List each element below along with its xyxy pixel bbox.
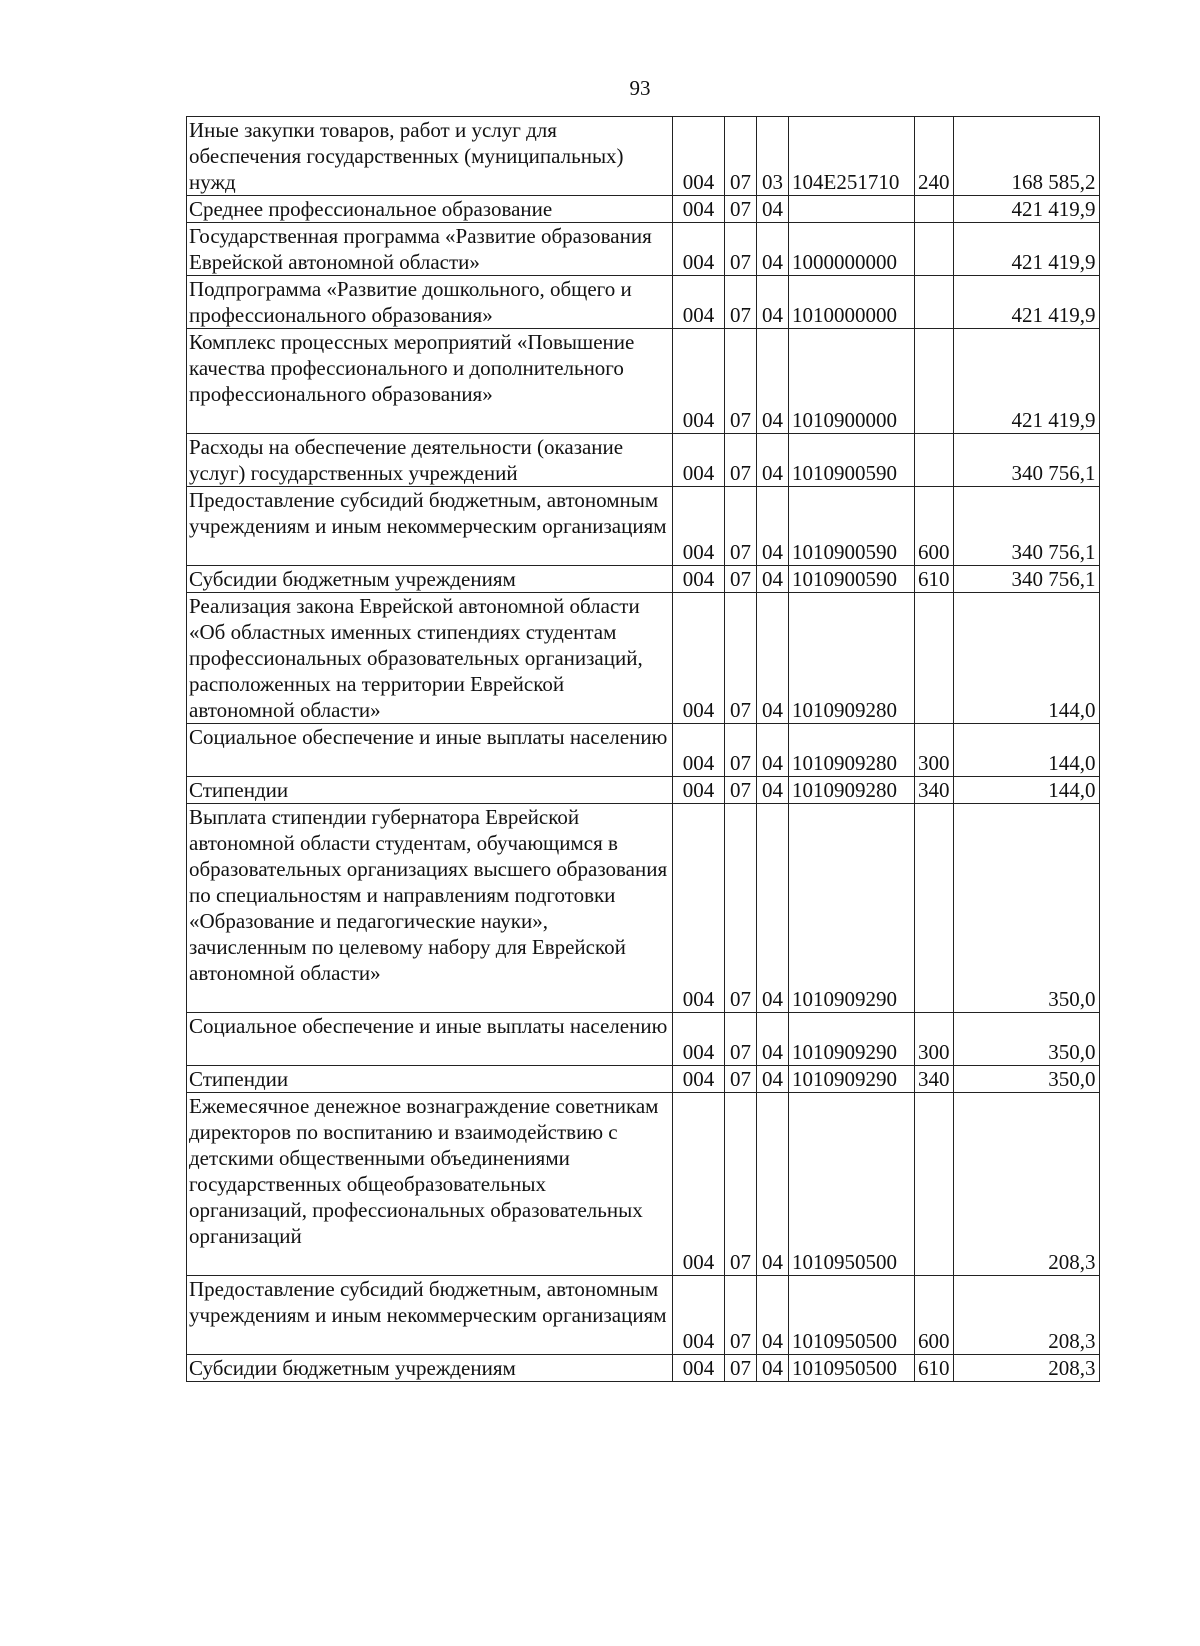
row-target-article: 1010909290 — [789, 1013, 915, 1066]
row-admin-code: 004 — [673, 593, 725, 724]
row-subsection-code: 04 — [757, 434, 789, 487]
row-target-article: 1010900590 — [789, 566, 915, 593]
row-amount: 350,0 — [953, 1066, 1099, 1093]
row-name: Предоставление субсидий бюджетным, автономным учреждениям и иным некоммерческим организациям — [187, 1276, 673, 1355]
row-section-code: 07 — [725, 593, 757, 724]
row-amount: 340 756,1 — [953, 434, 1099, 487]
row-admin-code: 004 — [673, 1013, 725, 1066]
row-expense-type: 300 — [915, 1013, 954, 1066]
row-name: Среднее профессиональное образование — [187, 196, 673, 223]
row-name: Социальное обеспечение и иные выплаты населению — [187, 1013, 673, 1066]
row-subsection-code: 04 — [757, 487, 789, 566]
row-name: Государственная программа «Развитие образования Еврейской автономной области» — [187, 223, 673, 276]
row-target-article: 1000000000 — [789, 223, 915, 276]
row-subsection-code: 04 — [757, 276, 789, 329]
row-admin-code: 004 — [673, 223, 725, 276]
row-target-article: 104Е251710 — [789, 117, 915, 196]
row-section-code: 07 — [725, 1093, 757, 1276]
row-section-code: 07 — [725, 196, 757, 223]
row-target-article: 1010900000 — [789, 329, 915, 434]
row-subsection-code: 04 — [757, 804, 789, 1013]
row-name: Реализация закона Еврейской автономной области «Об областных именных стипендиях студентам профессиональных образовательных организаций, расположенных на территории Еврейской автономной области» — [187, 593, 673, 724]
table-row — [187, 117, 1100, 196]
table-row — [187, 196, 1100, 223]
row-name: Субсидии бюджетным учреждениям — [187, 566, 673, 593]
row-section-code: 07 — [725, 566, 757, 593]
row-section-code: 07 — [725, 777, 757, 804]
row-admin-code: 004 — [673, 117, 725, 196]
row-expense-type — [915, 1093, 954, 1276]
table-row — [187, 329, 1100, 434]
row-admin-code: 004 — [673, 777, 725, 804]
row-target-article: 1010900590 — [789, 434, 915, 487]
row-target-article: 1010909290 — [789, 804, 915, 1013]
table-row — [187, 1066, 1100, 1093]
row-subsection-code: 04 — [757, 777, 789, 804]
row-subsection-code: 04 — [757, 1093, 789, 1276]
table-row — [187, 434, 1100, 487]
row-name: Стипендии — [187, 1066, 673, 1093]
row-amount: 421 419,9 — [953, 276, 1099, 329]
row-name: Подпрограмма «Развитие дошкольного, общего и профессионального образования» — [187, 276, 673, 329]
row-target-article: 1010909280 — [789, 593, 915, 724]
row-expense-type — [915, 276, 954, 329]
row-target-article: 1010909280 — [789, 724, 915, 777]
row-section-code: 07 — [725, 804, 757, 1013]
row-section-code: 07 — [725, 223, 757, 276]
row-amount: 144,0 — [953, 777, 1099, 804]
row-subsection-code: 04 — [757, 1276, 789, 1355]
row-amount: 168 585,2 — [953, 117, 1099, 196]
row-target-article: 1010909290 — [789, 1066, 915, 1093]
table-row — [187, 777, 1100, 804]
row-subsection-code: 04 — [757, 196, 789, 223]
row-subsection-code: 04 — [757, 1066, 789, 1093]
row-admin-code: 004 — [673, 1066, 725, 1093]
row-expense-type: 600 — [915, 1276, 954, 1355]
row-amount: 350,0 — [953, 1013, 1099, 1066]
row-target-article: 1010900590 — [789, 487, 915, 566]
row-name: Субсидии бюджетным учреждениям — [187, 1355, 673, 1382]
row-admin-code: 004 — [673, 1093, 725, 1276]
row-admin-code: 004 — [673, 804, 725, 1013]
row-expense-type: 600 — [915, 487, 954, 566]
row-admin-code: 004 — [673, 1276, 725, 1355]
row-expense-type: 340 — [915, 1066, 954, 1093]
row-admin-code: 004 — [673, 487, 725, 566]
row-admin-code: 004 — [673, 1355, 725, 1382]
row-amount: 208,3 — [953, 1355, 1099, 1382]
row-expense-type — [915, 593, 954, 724]
row-amount: 421 419,9 — [953, 196, 1099, 223]
row-expense-type: 340 — [915, 777, 954, 804]
page-number: 93 — [629, 76, 651, 100]
table-row — [187, 276, 1100, 329]
row-subsection-code: 04 — [757, 593, 789, 724]
row-name: Социальное обеспечение и иные выплаты населению — [187, 724, 673, 777]
row-section-code: 07 — [725, 276, 757, 329]
row-name: Предоставление субсидий бюджетным, автономным учреждениям и иным некоммерческим организациям — [187, 487, 673, 566]
row-amount: 340 756,1 — [953, 566, 1099, 593]
table-row — [187, 593, 1100, 724]
row-target-article — [789, 196, 915, 223]
row-name: Расходы на обеспечение деятельности (оказание услуг) государственных учреждений — [187, 434, 673, 487]
row-amount: 421 419,9 — [953, 223, 1099, 276]
row-amount: 340 756,1 — [953, 487, 1099, 566]
table-row — [187, 1355, 1100, 1382]
budget-table — [186, 116, 1100, 1382]
row-amount: 421 419,9 — [953, 329, 1099, 434]
row-section-code: 07 — [725, 487, 757, 566]
row-expense-type — [915, 223, 954, 276]
table-row — [187, 724, 1100, 777]
row-amount: 144,0 — [953, 593, 1099, 724]
table-row — [187, 566, 1100, 593]
row-expense-type: 240 — [915, 117, 954, 196]
row-name: Выплата стипендии губернатора Еврейской автономной области студентам, обучающимся в образовательных организациях высшего образования по специальностям и направлениям подготовки «Образование и педагогические науки», зачисленным по целевому набору для Еврейской автономной области» — [187, 804, 673, 1013]
row-section-code: 07 — [725, 117, 757, 196]
row-admin-code: 004 — [673, 724, 725, 777]
row-admin-code: 004 — [673, 329, 725, 434]
table-row — [187, 804, 1100, 1013]
row-admin-code: 004 — [673, 566, 725, 593]
row-amount: 350,0 — [953, 804, 1099, 1013]
row-expense-type — [915, 434, 954, 487]
row-expense-type — [915, 196, 954, 223]
row-expense-type: 300 — [915, 724, 954, 777]
row-expense-type: 610 — [915, 566, 954, 593]
row-name: Комплекс процессных мероприятий «Повышение качества профессионального и дополнительного профессионального образования» — [187, 329, 673, 434]
row-subsection-code: 04 — [757, 1013, 789, 1066]
row-section-code: 07 — [725, 1013, 757, 1066]
row-amount: 208,3 — [953, 1093, 1099, 1276]
row-section-code: 07 — [725, 1066, 757, 1093]
table-row — [187, 1276, 1100, 1355]
row-name: Иные закупки товаров, работ и услуг для обеспечения государственных (муниципальных) нужд — [187, 117, 673, 196]
row-admin-code: 004 — [673, 434, 725, 487]
row-section-code: 07 — [725, 434, 757, 487]
row-target-article: 1010950500 — [789, 1355, 915, 1382]
row-expense-type — [915, 804, 954, 1013]
row-amount: 144,0 — [953, 724, 1099, 777]
row-subsection-code: 04 — [757, 223, 789, 276]
table-row — [187, 1013, 1100, 1066]
row-expense-type — [915, 329, 954, 434]
row-subsection-code: 04 — [757, 566, 789, 593]
table-row — [187, 1093, 1100, 1276]
row-section-code: 07 — [725, 329, 757, 434]
row-admin-code: 004 — [673, 196, 725, 223]
row-target-article: 1010950500 — [789, 1093, 915, 1276]
row-name: Ежемесячное денежное вознаграждение советникам директоров по воспитанию и взаимодействию с детскими общественными объединениями государственных общеобразовательных организаций, профессиональных образовательных организаций — [187, 1093, 673, 1276]
row-expense-type: 610 — [915, 1355, 954, 1382]
row-section-code: 07 — [725, 724, 757, 777]
row-target-article: 1010000000 — [789, 276, 915, 329]
row-target-article: 1010909280 — [789, 777, 915, 804]
row-admin-code: 004 — [673, 276, 725, 329]
row-subsection-code: 04 — [757, 724, 789, 777]
row-subsection-code: 04 — [757, 329, 789, 434]
row-section-code: 07 — [725, 1355, 757, 1382]
row-subsection-code: 03 — [757, 117, 789, 196]
row-target-article: 1010950500 — [789, 1276, 915, 1355]
row-name: Стипендии — [187, 777, 673, 804]
row-section-code: 07 — [725, 1276, 757, 1355]
table-row — [187, 487, 1100, 566]
row-subsection-code: 04 — [757, 1355, 789, 1382]
row-amount: 208,3 — [953, 1276, 1099, 1355]
table-row — [187, 223, 1100, 276]
